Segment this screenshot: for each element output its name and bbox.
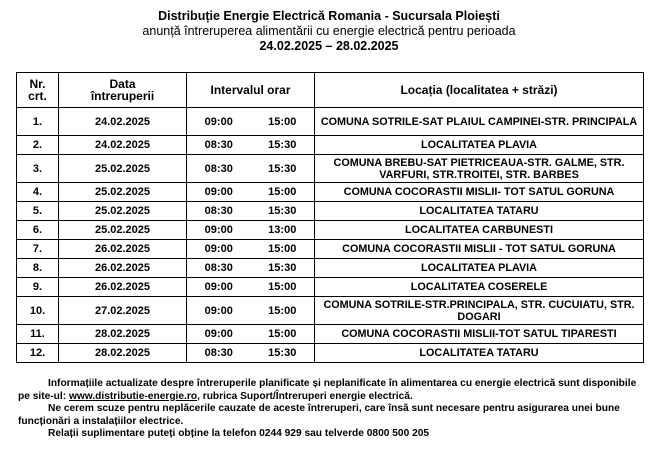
period-dates: 24.02.2025 – 28.02.2025 bbox=[259, 39, 399, 53]
cell-nr: 6. bbox=[17, 221, 59, 240]
cell-end-time: 15:30 bbox=[251, 202, 315, 221]
table-row bbox=[17, 202, 644, 221]
cell-nr: 2. bbox=[17, 136, 59, 155]
cell-start-time: 09:00 bbox=[187, 221, 251, 240]
cell-start-time: 09:00 bbox=[187, 108, 251, 136]
cell-end-time: 15:00 bbox=[251, 278, 315, 297]
cell-end-time: 15:00 bbox=[251, 183, 315, 202]
contact-paragraph: Relații suplimentare puteți obține la telefon 0244 929 sau telverde 0800 500 205 bbox=[48, 428, 430, 439]
cell-end-time: 15:30 bbox=[251, 259, 315, 278]
table-row bbox=[17, 278, 644, 297]
table-header-row bbox=[17, 73, 644, 108]
cell-location: LOCALITATEA PLAVIA bbox=[315, 259, 644, 278]
cell-location: LOCALITATEA PLAVIA bbox=[315, 136, 644, 155]
cell-start-time: 08:30 bbox=[187, 344, 251, 363]
company-title: Distribuție Energie Electrică Romania - Sucursala Ploiești bbox=[158, 9, 500, 23]
table-row bbox=[17, 221, 644, 240]
cell-nr: 11. bbox=[17, 325, 59, 344]
column-header-interval: Intervalul orar bbox=[187, 73, 315, 108]
cell-nr: 5. bbox=[17, 202, 59, 221]
cell-nr: 4. bbox=[17, 183, 59, 202]
cell-nr: 9. bbox=[17, 278, 59, 297]
table-row bbox=[17, 344, 644, 363]
cell-nr: 3. bbox=[17, 155, 59, 183]
cell-nr: 8. bbox=[17, 259, 59, 278]
cell-location: COMUNA SOTRILE-SAT PLAIUL CAMPINEI-STR. PRINCIPALA bbox=[315, 108, 644, 136]
cell-date: 28.02.2025 bbox=[59, 344, 187, 363]
cell-location: COMUNA COCORASTII MISLII - TOT SATUL GORUNA bbox=[315, 240, 644, 259]
cell-date: 26.02.2025 bbox=[59, 259, 187, 278]
announcement-header bbox=[0, 0, 658, 54]
cell-start-time: 08:30 bbox=[187, 259, 251, 278]
apology-paragraph: Ne cerem scuze pentru neplăcerile cauzate de aceste întreruperi, care însă sunt necesare pentru asigurarea unei bune funcționări a instalațiilor electrice. bbox=[18, 403, 620, 427]
cell-end-time: 15:30 bbox=[251, 155, 315, 183]
cell-location: COMUNA SOTRILE-STR.PRINCIPALA, STR. CUCUIATU, STR. DOGARI bbox=[315, 297, 644, 325]
announcement-subtitle: anunță întreruperea alimentării cu energie electrică pentru perioada bbox=[142, 24, 516, 38]
cell-location: COMUNA COCORASTII MISLII- TOT SATUL GORUNA bbox=[315, 183, 644, 202]
cell-start-time: 08:30 bbox=[187, 155, 251, 183]
cell-nr: 1. bbox=[17, 108, 59, 136]
table-row bbox=[17, 297, 644, 325]
cell-date: 25.02.2025 bbox=[59, 221, 187, 240]
cell-date: 28.02.2025 bbox=[59, 325, 187, 344]
cell-end-time: 15:00 bbox=[251, 240, 315, 259]
cell-start-time: 09:00 bbox=[187, 325, 251, 344]
cell-end-time: 15:30 bbox=[251, 344, 315, 363]
column-header-nr: Nr. crt. bbox=[17, 73, 59, 108]
info-paragraph: Informațiile actualizate despre întreruperile planificate și neplanificate în alimentarea cu energie electrică sunt disponibile pe site-ul: www.distributie-energie.ro, rubrica Suport/Întreruperi energie electrică. bbox=[18, 378, 637, 402]
cell-end-time: 13:00 bbox=[251, 221, 315, 240]
table-row bbox=[17, 325, 644, 344]
cell-start-time: 09:00 bbox=[187, 278, 251, 297]
cell-date: 25.02.2025 bbox=[59, 202, 187, 221]
cell-location: LOCALITATEA TATARU bbox=[315, 202, 644, 221]
cell-location: COMUNA BREBU-SAT PIETRICEAUA-STR. GALME, STR. VARFURI, STR.TROITEI, STR. BARBES bbox=[315, 155, 644, 183]
cell-end-time: 15:30 bbox=[251, 136, 315, 155]
cell-date: 24.02.2025 bbox=[59, 108, 187, 136]
cell-date: 26.02.2025 bbox=[59, 240, 187, 259]
cell-nr: 7. bbox=[17, 240, 59, 259]
cell-location: LOCALITATEA TATARU bbox=[315, 344, 644, 363]
table-row bbox=[17, 183, 644, 202]
cell-date: 27.02.2025 bbox=[59, 297, 187, 325]
cell-start-time: 08:30 bbox=[187, 136, 251, 155]
cell-date: 25.02.2025 bbox=[59, 183, 187, 202]
cell-nr: 10. bbox=[17, 297, 59, 325]
cell-end-time: 15:00 bbox=[251, 108, 315, 136]
outage-table bbox=[16, 72, 644, 363]
cell-start-time: 09:00 bbox=[187, 183, 251, 202]
cell-start-time: 09:00 bbox=[187, 297, 251, 325]
cell-date: 24.02.2025 bbox=[59, 136, 187, 155]
column-header-date: Data întreruperii bbox=[59, 73, 187, 108]
table-row bbox=[17, 259, 644, 278]
cell-start-time: 09:00 bbox=[187, 240, 251, 259]
website-link[interactable]: www.distributie-energie.ro bbox=[68, 390, 198, 402]
cell-end-time: 15:00 bbox=[251, 297, 315, 325]
cell-location: LOCALITATEA CARBUNESTI bbox=[315, 221, 644, 240]
cell-end-time: 15:00 bbox=[251, 325, 315, 344]
table-row bbox=[17, 240, 644, 259]
cell-location: COMUNA COCORASTII MISLII-TOT SATUL TIPARESTI bbox=[315, 325, 644, 344]
cell-date: 26.02.2025 bbox=[59, 278, 187, 297]
table-row bbox=[17, 155, 644, 183]
cell-start-time: 08:30 bbox=[187, 202, 251, 221]
announcement-footer bbox=[18, 378, 646, 441]
column-header-location: Locația (localitatea + străzi) bbox=[315, 73, 644, 108]
table-row bbox=[17, 136, 644, 155]
table-row bbox=[17, 108, 644, 136]
cell-nr: 12. bbox=[17, 344, 59, 363]
cell-date: 25.02.2025 bbox=[59, 155, 187, 183]
cell-location: LOCALITATEA COSERELE bbox=[315, 278, 644, 297]
